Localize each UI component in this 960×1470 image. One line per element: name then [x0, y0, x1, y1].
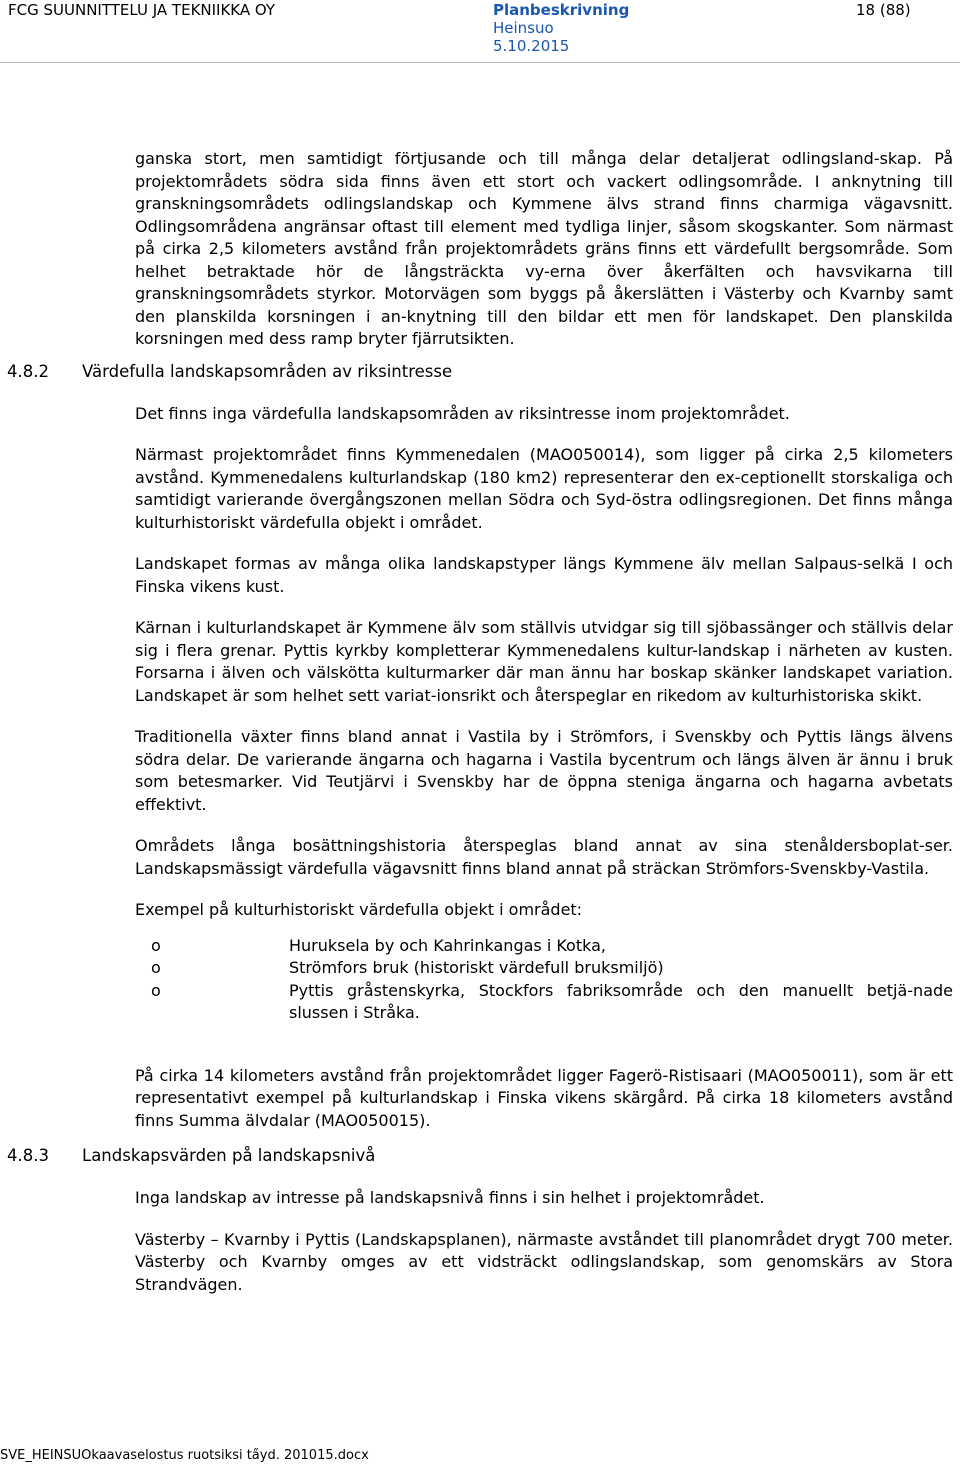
list-item: o Strömfors bruk (historiskt värdefull bruksmiljö): [135, 957, 953, 980]
document-body: [7, 148, 953, 1315]
cultural-objects-list: [135, 935, 953, 1025]
paragraph-vasterby-kvarnby: Västerby – Kvarnby i Pyttis (Landskapsplanen), närmaste avståndet till planområdet drygt 700 meter. Västerby och Kvarnby omges av ett vidsträckt odlingslandskap, som genomskärs av Stora Strandvägen.: [135, 1229, 953, 1294]
bullet-marker: o: [151, 980, 161, 1000]
section-title: Värdefulla landskapsområden av riksintresse: [82, 361, 453, 381]
paragraph-example-intro: Exempel på kulturhistoriskt värdefulla objekt i området:: [135, 900, 583, 919]
section-title: Landskapsvärden på landskapsnivå: [82, 1146, 376, 1165]
header-title: Planbeskrivning: [493, 1, 630, 19]
list-item: o Huruksela by och Kahrinkangas i Kotka,: [135, 935, 953, 958]
section-number: 4.8.3: [7, 1146, 49, 1165]
section-number: 4.8.2: [7, 361, 49, 381]
section-heading-4-8-3: [7, 1145, 953, 1167]
section-heading-4-8-2: [7, 361, 953, 383]
page-header: [0, 0, 960, 63]
paragraph-no-regional-landscapes: Inga landskap av intresse på landskapsnivå finns i sin helhet i projektområdet.: [135, 1188, 765, 1207]
paragraph-landscape-overview: ganska stort, men samtidigt förtjusande och till många delar detaljerat odlingsland-skap. På projektområdets södra sida finns även ett stort och vackert odlingsområde. I anknytning till granskningsområdets odlingslandskap och Kymmene älvs strand finns charmiga vägavsnitt. Odlingsområdena angränsar oftast till element med tydliga linjer, såsom skogskanter. Som närmast på cirka 2,5 kilometers avstånd från projektområdets gräns finns ett värdefullt bergsområde. Som helhet betraktade hör de långsträckta vy-erna över åkerfälten och havsvikarna till granskningsområdets styrkor. Motorvägen som byggs på åkerslätten i Västerby och Kvarnby samt den planskilda korsningen i an-knytning till den bildar ett men för landskapet. Den planskilda korsningen med dess ramp bryter fjärrutsikten.: [135, 149, 953, 348]
paragraph-landscape-types: Landskapet formas av många olika landskapstyper längs Kymmene älv mellan Salpaus-selkä I och Finska vikens kust.: [135, 554, 953, 596]
paragraph-traditional-plants: Traditionella växter finns bland annat i Vastila by i Strömfors, i Svenskby och Pyttis längs älvens södra delar. De varierande ängarna och hagarna i Vastila bycentrum och längs älven är ännu i bruk som betesmarker. Vid Teutjärvi i Svenskby har de öppna steniga ängarna och hagarna avbetats effektivt.: [135, 727, 953, 814]
paragraph-no-national-areas: Det finns inga värdefulla landskapsområden av riksintresse inom projektområdet.: [135, 403, 790, 423]
bullet-marker: o: [151, 958, 161, 977]
page-footer-filename: SVE_HEINSUOkaavaselostus ruotsiksi ta̋yd. 201015.docx: [0, 1448, 369, 1463]
paragraph-fagero-ristisaari: På cirka 14 kilometers avstånd från projektområdet ligger Fagerö-Ristisaari (MAO050011), som är ett representativt exempel på kulturlandskap i Finska vikens skärgård. På cirka 18 kilometers avstånd finns Summa älvdalar (MAO050015).: [135, 1065, 953, 1130]
header-subtitle: Heinsuo: [493, 19, 554, 37]
paragraph-settlement-history: Områdets långa bosättningshistoria återspeglas bland annat av sina stenåldersboplat-ser. Landskapsmässigt värdefulla vägavsnitt finns bland annat på sträckan Strömfors-Svenskby-Vastila.: [135, 836, 953, 878]
paragraph-cultural-landscape-core: Kärnan i kulturlandskapet är Kymmene älv som ställvis utvidgar sig till sjöbassänger och ställvis delar sig i flera grenar. Pyttis kyrkby kompletterar Kymmenedalens kultur-landskap i närheten av kusten. Forsarna i älven och välskötta kulturmarker där man ännu har boskap skänker landskapet variation. Landskapet är som helhet sett variat-ionsrikt och återspeglar en rikedom av kulturhistoriska skikt.: [135, 618, 953, 705]
header-company: FCG SUUNNITTELU JA TEKNIIKKA OY: [8, 1, 276, 19]
header-page-number: 18 (88): [856, 1, 911, 19]
list-item: o Pyttis gråstenskyrka, Stockfors fabriksområde och den manuellt betjä-nade slussen i Stråka.: [151, 980, 953, 1022]
paragraph-kymmenedalen: Närmast projektområdet finns Kymmenedalen (MAO050014), som ligger på cirka 2,5 kilometers avstånd. Kymmenedalens kulturlandskap (180 km2) representerar den ex-ceptionellt storskaliga och samtidigt varierande övergångszonen mellan Södra och Syd-östra odlingsregionen. Det finns många kulturhistoriskt värdefulla objekt i området.: [135, 445, 953, 532]
header-date: 5.10.2015: [493, 37, 570, 55]
bullet-marker: o: [151, 935, 161, 955]
header-document-info: [493, 1, 629, 55]
